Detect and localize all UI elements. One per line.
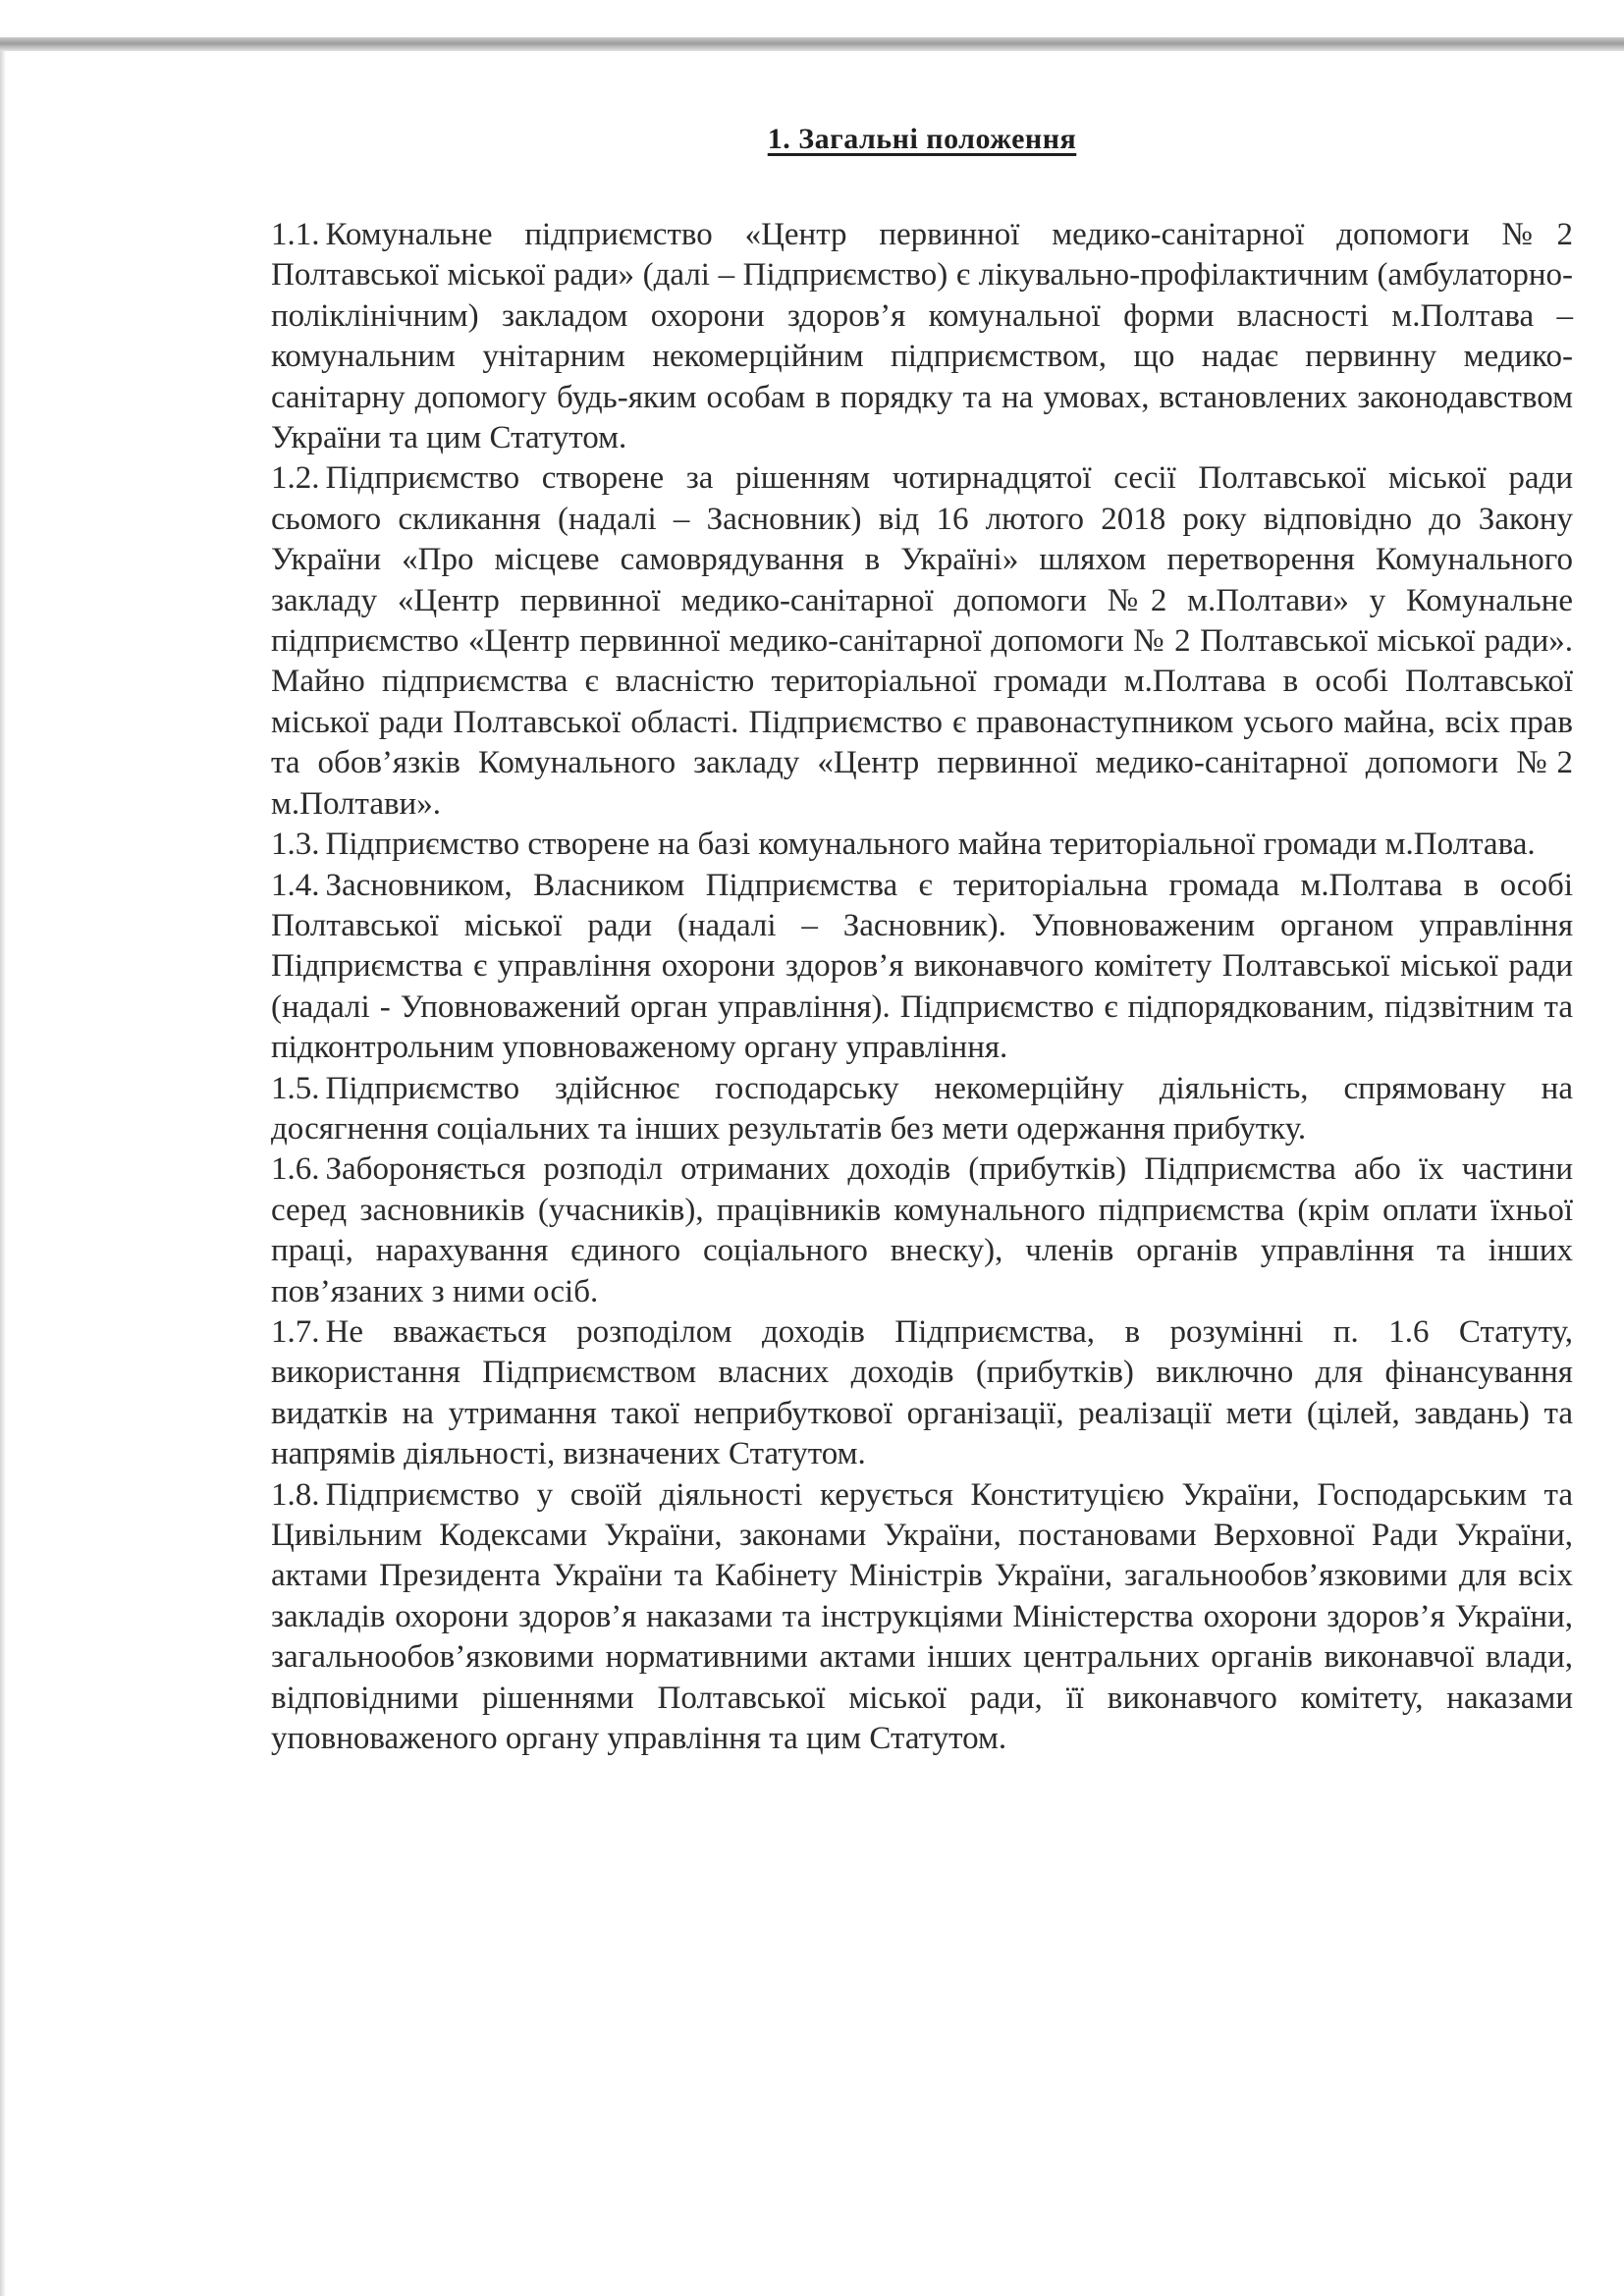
- paragraph-text: Підприємство здійснює господарську некомерційну діяльність, спрямовану на досягнення соціальних та інших результатів без мети одержання прибутку.: [271, 1070, 1573, 1147]
- paragraph-number: 1.2.: [271, 460, 320, 497]
- paragraph-text: Підприємство створене на базі комунального майна територіальної громади м.Полтава.: [325, 827, 1536, 863]
- paragraph-text: Засновником, Власником Підприємства є територіальна громада м.Полтава в особі Полтавської міської ради (надалі – Засновник). Уповноваженим органом управління Підприємства є управління охорони здоров’я виконавчого комітету Полтавської міської ради (надалі - Уповноважений орган управління). Підприємство є підпорядкованим, підзвітним та підконтрольним уповноваженому органу управління.: [271, 867, 1573, 1066]
- paragraph-text: Підприємство створене за рішенням чотирнадцятої сесії Полтавської міської ради сьомого скликання (надалі – Засновник) від 16 лютого 2018 року відповідно до Закону України «Про місцеве самоврядування в Україні» шляхом перетворення Комунального закладу «Центр первинної медико-санітарної допомоги №2 м.Полтави» у Комунальне підприємство «Центр первинної медико-санітарної допомоги № 2 Полтавської міської ради». Майно підприємства є власністю територіальної громади м.Полтава в особі Полтавської міської ради Полтавської області. Підприємство є правонаступником усього майна, всіх прав та обов’язків Комунального закладу «Центр первинної медико-санітарної допомоги №2 м.Полтави».: [271, 460, 1573, 822]
- paragraph-text: Забороняється розподіл отриманих доходів (прибутків) Підприємства або їх частини серед засновників (учасників), працівників комунального підприємства (крім оплати їхньої праці, нарахування єдиного соціального внеску), членів органів управління та інших пов’язаних з ними осіб.: [271, 1151, 1573, 1309]
- paragraph-number: 1.3.: [271, 827, 320, 863]
- paragraph-list: [271, 215, 1573, 1759]
- section-title: 1. Загальні положення: [767, 123, 1077, 155]
- scan-left-edge: [0, 51, 6, 2296]
- paragraph-1-8: [271, 1475, 1573, 1760]
- paragraph-1-1: [271, 215, 1573, 458]
- document-page: [271, 123, 1573, 1759]
- paragraph-1-6: [271, 1149, 1573, 1312]
- paragraph-1-2: [271, 458, 1573, 825]
- paragraph-text: Підприємство у своїй діяльності керується Конституцією України, Господарським та Цивільним Кодексами України, законами України, постановами Верховної Ради України, актами Президента України та Кабінету Міністрів України, загальнообов’язковими для всіх закладів охорони здоров’я наказами та інструкціями Міністерства охорони здоров’я України, загальнообов’язковими нормативними актами інших центральних органів виконавчої влади, відповідними рішеннями Полтавської міської ради, її виконавчого комітету, наказами уповноваженого органу управління та цим Статутом.: [271, 1476, 1573, 1757]
- paragraph-1-3: [271, 825, 1573, 865]
- paragraph-1-4: [271, 866, 1573, 1069]
- paragraph-number: 1.8.: [271, 1476, 320, 1513]
- paragraph-number: 1.6.: [271, 1151, 320, 1188]
- scan-top-edge: [0, 37, 1624, 51]
- paragraph-text: Комунальне підприємство «Центр первинної медико-санітарної допомоги №2 Полтавської міської ради» (далі – Підприємство) є лікувально-профілактичним (амбулаторно-поліклінічним) закладом охорони здоров’я комунальної форми власності м.Полтава – комунальним унітарним некомерційним підприємством, що надає первинну медико-санітарну допомогу будь-яким особам в порядку та на умовах, встановлених законодавством України та цим Статутом.: [271, 217, 1573, 456]
- paragraph-1-7: [271, 1312, 1573, 1475]
- paragraph-number: 1.7.: [271, 1313, 320, 1350]
- paragraph-number: 1.1.: [271, 217, 320, 252]
- paragraph-number: 1.4.: [271, 867, 320, 903]
- paragraph-text: Не вважається розподілом доходів Підприємства, в розумінні п. 1.6 Статуту, використання Підприємством власних доходів (прибутків) виключно для фінансування видатків на утримання такої неприбуткової організації, реалізації мети (цілей, завдань) та напрямів діяльності, визначених Статутом.: [271, 1313, 1573, 1472]
- paragraph-number: 1.5.: [271, 1070, 320, 1106]
- paragraph-1-5: [271, 1069, 1573, 1150]
